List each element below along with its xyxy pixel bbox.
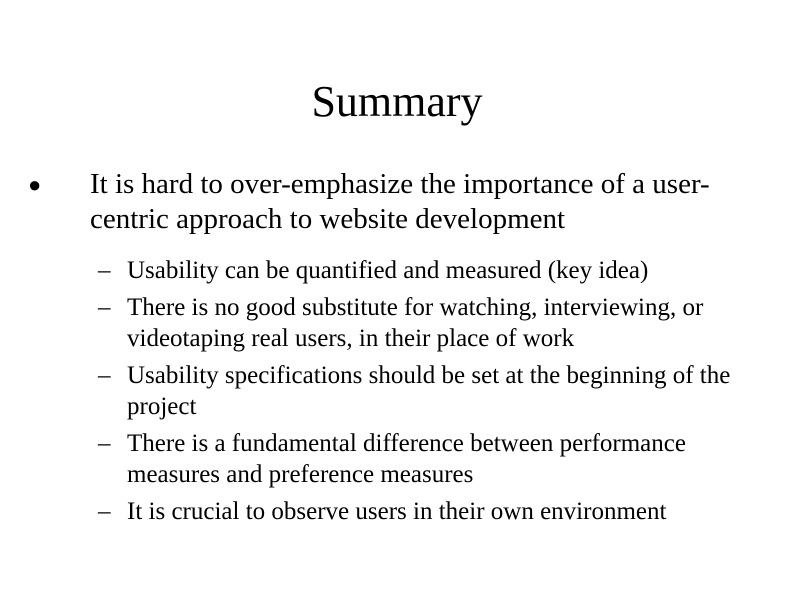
sub-bullet-text: Usability specifications should be set at the beginning of the project xyxy=(127,362,731,420)
sub-bullet-text: There is a fundamental difference between performance measures and preference measures xyxy=(127,430,686,488)
dash-bullet-icon: – xyxy=(98,498,111,525)
sub-bullet-item xyxy=(98,255,758,286)
sub-bullet-item xyxy=(98,360,758,422)
sub-bullet-item xyxy=(98,428,758,490)
main-bullet xyxy=(28,167,768,237)
slide-title: Summary xyxy=(311,77,483,126)
main-bullet-text: It is hard to over-emphasize the importance of a user-centric approach to website development xyxy=(90,168,710,235)
dash-bullet-icon: – xyxy=(98,257,111,284)
sub-bullet-text: Usability can be quantified and measured (key idea) xyxy=(127,257,649,284)
sub-bullet-list xyxy=(98,255,758,533)
sub-bullet-item xyxy=(98,496,758,527)
main-bullet-row xyxy=(28,167,768,237)
dash-bullet-icon: – xyxy=(98,294,111,321)
bullet-dot-icon: ● xyxy=(28,172,42,197)
dash-bullet-icon: – xyxy=(98,362,111,389)
sub-bullet-text: It is crucial to observe users in their own environment xyxy=(127,498,667,525)
dash-bullet-icon: – xyxy=(98,430,111,457)
sub-bullet-item xyxy=(98,292,758,354)
sub-bullet-text: There is no good substitute for watching, interviewing, or videotaping real users, in their place of work xyxy=(127,294,704,352)
